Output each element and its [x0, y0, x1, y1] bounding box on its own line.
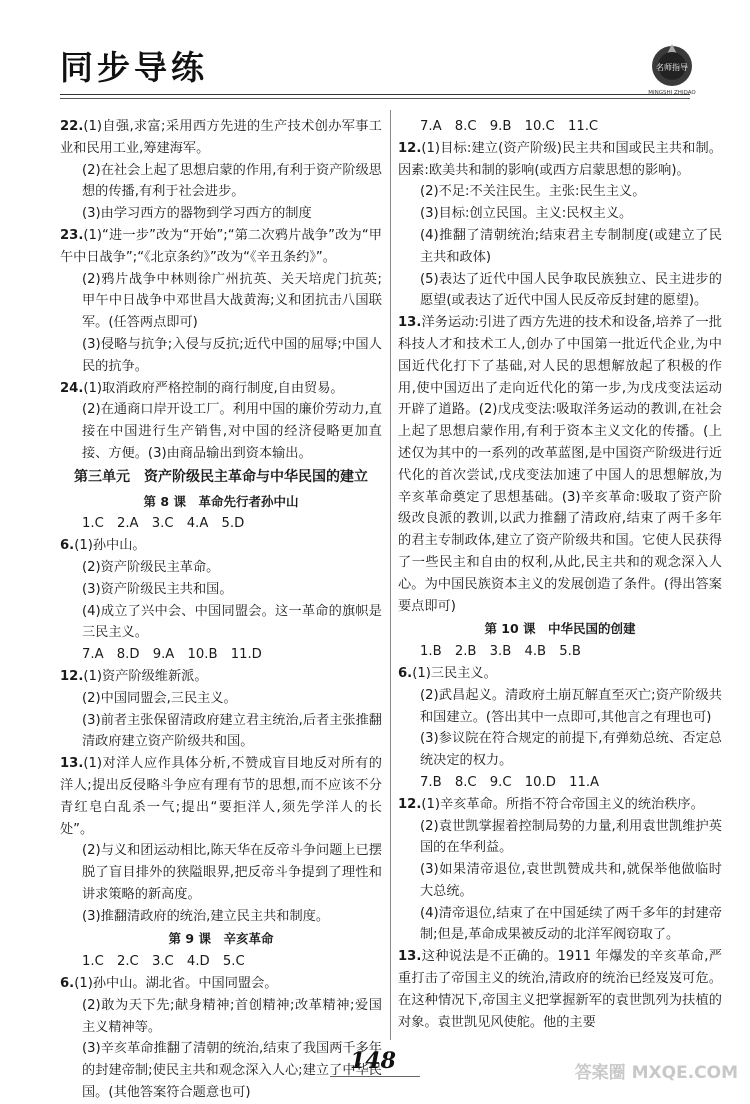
answer-text: (2)在通商口岸开设工厂。利用中国的廉价劳动力,直接在中国进行生产销售,对中国的经济侵略更加直接、方便。(3)由商品输出到资本输出。: [82, 402, 382, 461]
answer-item: [60, 688, 382, 710]
answer-item: [60, 513, 382, 535]
answer-item: [60, 840, 382, 905]
answer-text: 1.C 2.C 3.C 4.D 5.C: [82, 954, 245, 970]
question-number: 24.: [60, 380, 84, 396]
answer-item: [60, 951, 382, 973]
answer-text: (4)清帝退位,结束了在中国延续了两千多年的封建帝制;但是,革命成果被反动的北洋军阀窃取了。: [420, 905, 722, 943]
answer-text: (2)不足:不关注民生。主张:民生主义。: [420, 184, 646, 200]
answer-text: (1)孙中山。: [74, 538, 146, 554]
answer-text: (2)与义和团运动相比,陈天华在反帝斗争问题上已摆脱了盲目排外的狭隘眼界,把反帝斗争提到了理性和讲求策略的新高度。: [82, 843, 382, 902]
answer-item: [60, 116, 382, 160]
lesson-title: 第 10 课 中华民国的创建: [484, 621, 636, 637]
answer-item: [60, 269, 382, 334]
answer-item: [398, 203, 722, 225]
answer-text: (3)由学习西方的器物到学习西方的制度: [82, 206, 312, 222]
answer-item: [398, 116, 722, 138]
answer-text: (1)资产阶级维新派。: [83, 668, 208, 684]
answer-text: (4)成立了兴中会、中国同盟会。这一革命的旗帜是三民主义。: [82, 603, 382, 641]
answer-text: (2)在社会上起了思想启蒙的作用,有利于资产阶级思想的传播,有利于社会进步。: [82, 162, 382, 200]
answer-item: [60, 1038, 382, 1103]
column-divider: [390, 110, 391, 1040]
left-column: [60, 116, 382, 1104]
answer-text: (1)目标:建立(资产阶级)民主共和国或民主共和制。因素:欧美共和制的影响(或西方启蒙思想的影响)。: [398, 140, 722, 178]
watermark: 答案圈 MXQE.COM: [574, 1063, 738, 1083]
answer-text: 7.B 8.C 9.C 10.D 11.A: [420, 774, 600, 790]
answer-item: [60, 644, 382, 666]
question-number: 6.: [60, 976, 75, 992]
answer-item: [398, 663, 722, 685]
lesson-title: 第 9 课 辛亥革命: [168, 931, 274, 947]
answer-item: [398, 903, 722, 947]
answer-text: 这种说法是不正确的。1911 年爆发的辛亥革命,严重打击了帝国主义的统治,清政府的统治已经岌岌可危。在这种情况下,帝国主义把掌握新军的袁世凯列为扶植的对象。袁世凯见风使舵。他的主要: [398, 949, 722, 1030]
answer-text: (2)武昌起义。清政府土崩瓦解直至灭亡;资产阶级共和国建立。(答出其中一点即可,其他言之有理也可): [420, 687, 722, 725]
answer-item: [398, 772, 722, 794]
answer-text: (1)三民主义。: [412, 665, 497, 681]
answer-text: (1)取消政府严格控制的商行制度,自由贸易。: [83, 380, 344, 396]
answer-item: [398, 728, 722, 772]
answer-item: [398, 859, 722, 903]
answer-text: 洋务运动:引进了西方先进的技术和设备,培养了一批科技人才和技术工人,创办了中国第一批近代企业,为中国近代化打下了基础,对人民的思想解放起了积极的作用,使中国迈出了走向近代化的第一步,为戊戌变法运动开辟了道路。(2)戊戌变法:吸取洋务运动的教训,在社会上起了思想启蒙作用,有利于资本主义文化的传播。(上述仅为其中的一系列的改革蓝图,是中国资产阶级进行近代化的首次尝试,戊戌变法加速了中国人的思想解放,为辛亥革命奠定了思想基础。(3)辛亥革命:吸取了资产阶级改良派的教训,以武力推翻了清政府,结束了两千多年的君主专制政体,建立了资产阶级共和国。它使人民获得了一些民主和自由的权利,从此,民主共和的观念深入人心。为中国民族资本主义的发展创造了条件。(得出答案要点即可): [398, 315, 722, 614]
answer-item: [398, 641, 722, 663]
answer-item: [60, 579, 382, 601]
answer-item: [398, 269, 722, 313]
answer-text: (1)自强,求富;采用西方先进的生产技术创办军事工业和民用工业,筹建海军。: [60, 119, 382, 156]
answer-item: [398, 816, 722, 860]
answer-item: [60, 535, 382, 557]
answer-item: [60, 160, 382, 204]
question-number: 22.: [60, 119, 84, 134]
question-number: 6.: [398, 665, 413, 681]
right-column: [398, 116, 722, 1033]
answer-item: [398, 794, 722, 816]
logo-text: 名师指导: [656, 63, 688, 72]
answer-item: [398, 685, 722, 729]
header-rule-thin: [60, 98, 690, 99]
answer-text: (3)前者主张保留清政府建立君主统治,后者主张推翻清政府建立资产阶级共和国。: [82, 712, 382, 750]
answer-text: (3)如果清帝退位,袁世凯赞成共和,就保举他做临时大总统。: [420, 862, 722, 899]
question-number: 12.: [60, 668, 84, 684]
answer-item: [398, 225, 722, 269]
answer-text: (2)袁世凯掌握着控制局势的力量,利用袁世凯维护英国的在华利益。: [420, 818, 722, 856]
question-number: 12.: [398, 796, 422, 812]
answer-text: (3)辛亥革命推翻了清朝的统治,结束了我国两千多年的封建帝制;使民主共和观念深入人心;建立了中华民国。(其他答案符合题意也可): [82, 1041, 382, 1101]
answer-text: (2)资产阶级民主革命。: [82, 559, 220, 575]
lesson-title: 第 8 课 革命先行者孙中山: [143, 493, 299, 509]
page-title: 同步导练: [60, 48, 208, 87]
answer-item: [60, 753, 382, 840]
answer-text: (2)敢为天下先;献身精神;首创精神;改革精神;爱国主义精神等。: [82, 997, 382, 1035]
answer-text: 1.B 2.B 3.B 4.B 5.B: [420, 644, 581, 660]
unit-title: 第三单元 资产阶级民主革命与中华民国的建立: [74, 468, 368, 485]
answer-item: [60, 666, 382, 688]
answer-text: (1)对洋人应作具体分析,不赞成盲目地反对所有的洋人;提出反侵略斗争应有理有节的思想,而不应该不分青红皂白乱杀一气;提出“要拒洋人,须先学洋人的长处”。: [60, 756, 382, 837]
answer-text: (3)资产阶级民主共和国。: [82, 581, 233, 597]
answer-text: (3)侵略与抗争;入侵与反抗;近代中国的屈辱;中国人民的抗争。: [82, 336, 382, 374]
question-number: 23.: [60, 227, 84, 243]
answer-item: [60, 399, 382, 464]
question-number: 13.: [398, 315, 422, 331]
answer-text: (1)辛亥革命。所指不符合帝国主义的统治秩序。: [421, 796, 704, 812]
answer-text: (4)推翻了清朝统治;结束君主专制制度(或建立了民主共和政体): [420, 227, 722, 265]
header-rule: [60, 94, 690, 95]
answer-item: [60, 203, 382, 225]
answer-text: (3)参议院在符合规定的前提下,有弹劾总统、否定总统决定的权力。: [420, 731, 722, 769]
mingshi-logo-icon: [642, 38, 702, 98]
answer-text: 7.A 8.D 9.A 10.B 11.D: [82, 647, 262, 663]
answer-item: [60, 334, 382, 378]
answer-text: (3)推翻清政府的统治,建立民主共和制度。: [82, 908, 330, 924]
answer-text: (3)目标:创立民国。主义:民权主义。: [420, 206, 633, 222]
answer-item: [60, 973, 382, 995]
answer-item: [60, 557, 382, 579]
question-number: 13.: [398, 949, 422, 965]
question-number: 6.: [60, 538, 75, 554]
answer-item: [398, 946, 722, 1033]
answer-item: [398, 312, 722, 617]
answer-item: [60, 906, 382, 928]
answer-text: 1.C 2.A 3.C 4.A 5.D: [82, 516, 245, 532]
answer-item: [398, 138, 722, 182]
answer-item: [398, 181, 722, 203]
question-number: 13.: [60, 756, 84, 772]
answer-text: (2)中国同盟会,三民主义。: [82, 690, 237, 706]
question-number: 12.: [398, 140, 422, 156]
answer-item: [60, 378, 382, 400]
page-number-underline: [330, 1076, 420, 1077]
answer-item: [60, 225, 382, 269]
answer-text: 7.A 8.C 9.B 10.C 11.C: [420, 119, 599, 134]
answer-item: [60, 995, 382, 1039]
answer-text: (5)表达了近代中国人民争取民族独立、民主进步的愿望(或表达了近代中国人民反帝反封建的愿望)。: [420, 271, 722, 309]
answer-text: (1)“进一步”改为“开始”;“第二次鸦片战争”改为“甲午中日战争”;“《北京条约》”改为“《辛丑条约》”。: [60, 227, 382, 265]
logo-subtext: MINGSHI ZHIDAO: [648, 90, 696, 96]
answer-item: [60, 601, 382, 645]
answer-text: (1)孙中山。湖北省。中国同盟会。: [74, 976, 278, 992]
answer-item: [60, 710, 382, 754]
page-number: 148: [350, 1048, 396, 1074]
answer-text: (2)鸦片战争中林则徐广州抗英、关天培虎门抗英;甲午中日战争中邓世昌大战黄海;义和团抗击八国联军。(任答两点即可): [82, 271, 382, 331]
